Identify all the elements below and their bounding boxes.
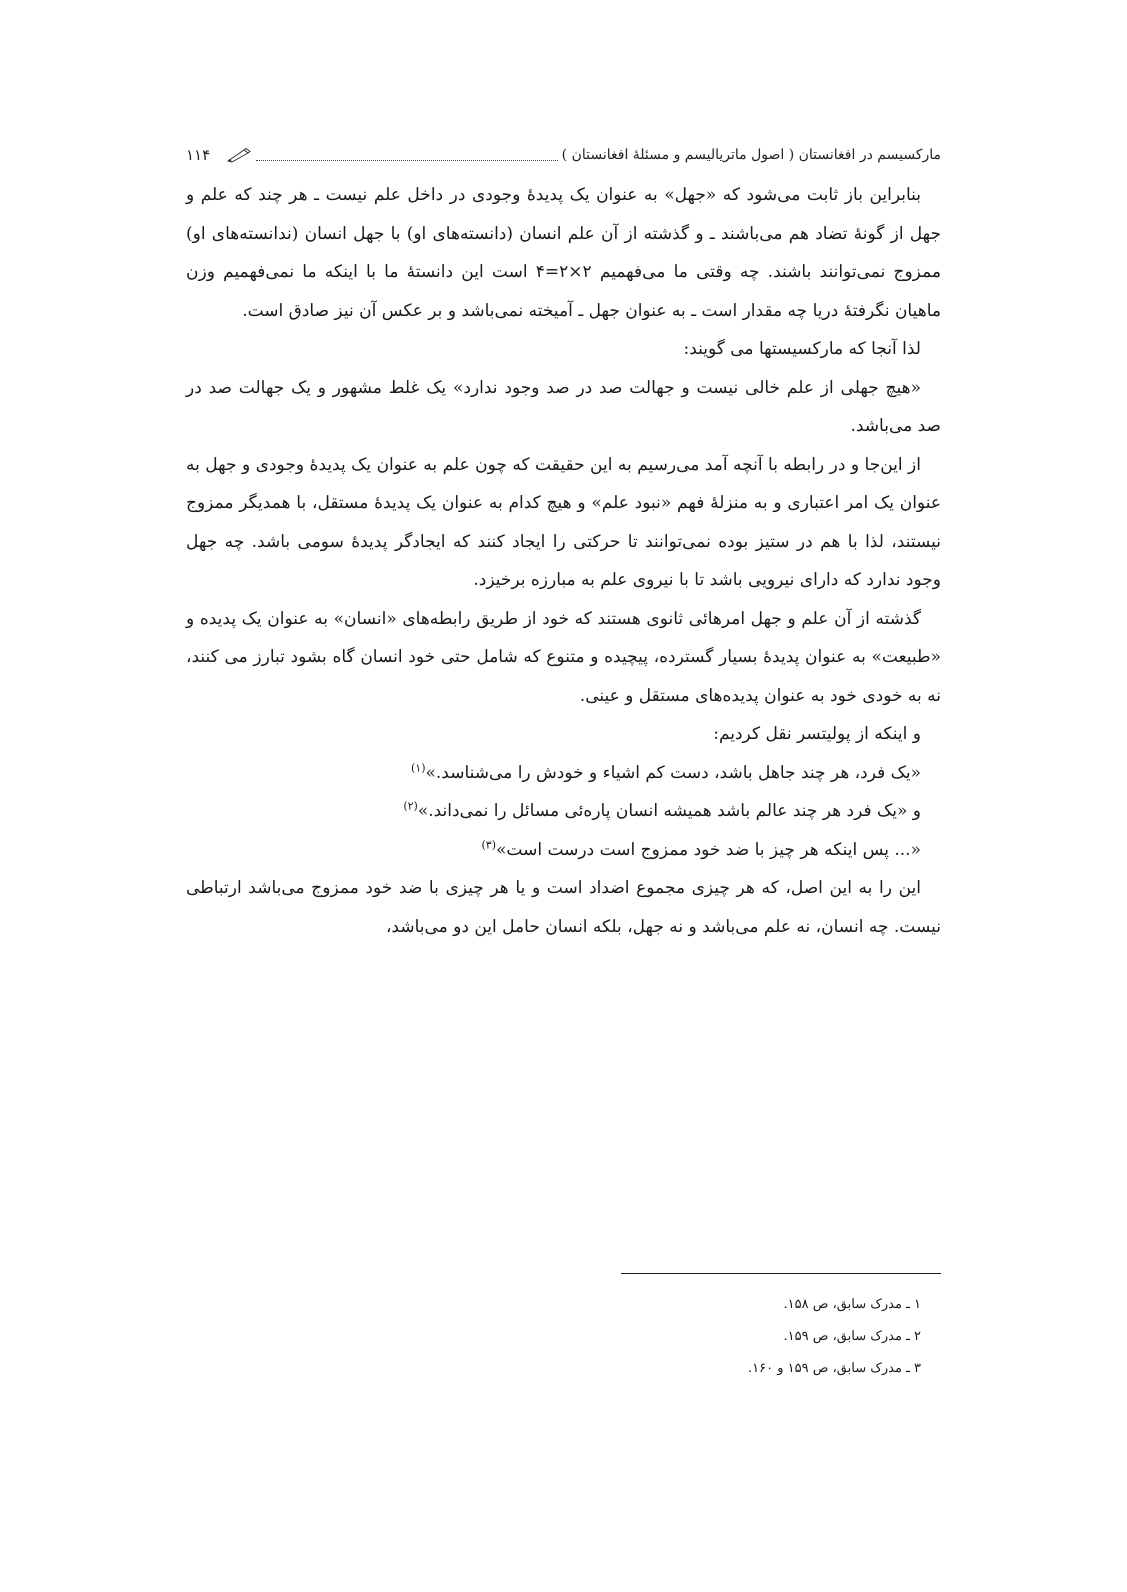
footnote-ref: (۲)	[403, 799, 418, 813]
pencil-icon	[226, 147, 252, 163]
running-title: مارکسیسم در افغانستان ( اصول ماتریالیسم و مسئلۀ افغانستان )	[561, 147, 941, 163]
paragraph-5: گذشته از آن علم و جهل امرهائی ثانوی هستند که خود از طریق رابطه‌های «انسان» به عنوان یک پدیده و «طبیعت» به عنوان پدیدۀ بسیار گسترده، پیچیده و متنوع که شامل حتی خود انسان گاه بشود تبارز می کنند، نه به خودی خود به عنوان پدیده‌های مستقل و عینی.	[186, 608, 941, 706]
body-text	[186, 176, 941, 946]
paragraph-3: «هیچ جهلی از علم خالی نیست و جهالت صد در صد وجود ندارد» یک غلط مشهور و یک جهالت صد در صد می‌باشد.	[186, 377, 941, 436]
quote-3	[186, 831, 941, 870]
running-header	[186, 143, 941, 167]
page-number: ۱۱۴	[186, 146, 211, 164]
paragraph-4: از این‌جا و در رابطه با آنچه آمد می‌رسیم به این حقیقت که چون علم به عنوان یک پدیدۀ وجودی و جهل به عنوان یک امر اعتباری و به منزلۀ فهم «نبود علم» و هیچ کدام به عنوان یک پدیدۀ مستقل، با همدیگر ممزوج نیستند، لذا با هم در ستیز بوده نمی‌توانند تا حرکتی را ایجاد کنند که ایجادگر پدیدۀ سومی باشد. چه جهل وجود ندارد که دارای نیرویی باشد تا با نیروی علم به مبارزه برخیزد.	[186, 454, 941, 590]
header-dot-leader	[256, 159, 557, 161]
quote-1	[186, 754, 941, 793]
quote-2	[186, 792, 941, 831]
quote-text: «یک فرد، هر چند جاهل باشد، دست کم اشیاء و خودش را می‌شناسد.»	[425, 762, 921, 783]
footnote-ref: (۱)	[410, 760, 426, 774]
paragraph-2: لذا آنجا که مارکسیستها می گویند:	[683, 339, 921, 359]
footnote-3: ۳ ـ مدرک سابق، ص ۱۵۹ و ۱۶۰.	[748, 1361, 921, 1376]
footnote-2: ۲ ـ مدرک سابق، ص ۱۵۹.	[783, 1329, 921, 1344]
paragraph-1: بنابراین باز ثابت می‌شود که «جهل» به عنوان یک پدیدۀ وجودی در داخل علم نیست ـ هر چند که علم و جهل از گونۀ تضاد هم می‌باشند ـ و گذشته از آن علم انسان (دانسته‌های او) با جهل انسان (ندانسته‌های او) ممزوج نمی‌توانند باشند. چه وقتی ما می‌فهمیم ۲×۲=۴ است این دانستۀ ما با اینکه ما نمی‌فهمیم وزن ماهیان نگرفتۀ دریا چه مقدار است ـ به عنوان جهل ـ آمیخته نمی‌باشد و بر عکس آن نیز صادق است.	[186, 185, 941, 321]
quote-text: و «یک فرد هر چند عالم باشد همیشه انسان پاره‌ئی مسائل را نمی‌داند.»	[417, 801, 921, 821]
closing-paragraph: این را به این اصل، که هر چیزی مجموع اضداد است و یا هر چیزی با ضد خود ممزوج می‌باشد ارتباطی نیست. چه انسان، نه علم می‌باشد و نه جهل، بلکه انسان حامل این دو می‌باشد،	[186, 878, 941, 937]
footnotes	[186, 1289, 941, 1385]
paragraph-6: و اینکه از پولیتسر نقل کردیم:	[713, 724, 921, 744]
footnote-separator	[621, 1273, 941, 1274]
footnote-ref: (۳)	[481, 837, 497, 851]
footnote-1: ۱ ـ مدرک سابق، ص ۱۵۸.	[783, 1297, 921, 1312]
quote-text: «... پس اینکه هر چیز با ضد خود ممزوج است درست است»	[496, 839, 921, 860]
